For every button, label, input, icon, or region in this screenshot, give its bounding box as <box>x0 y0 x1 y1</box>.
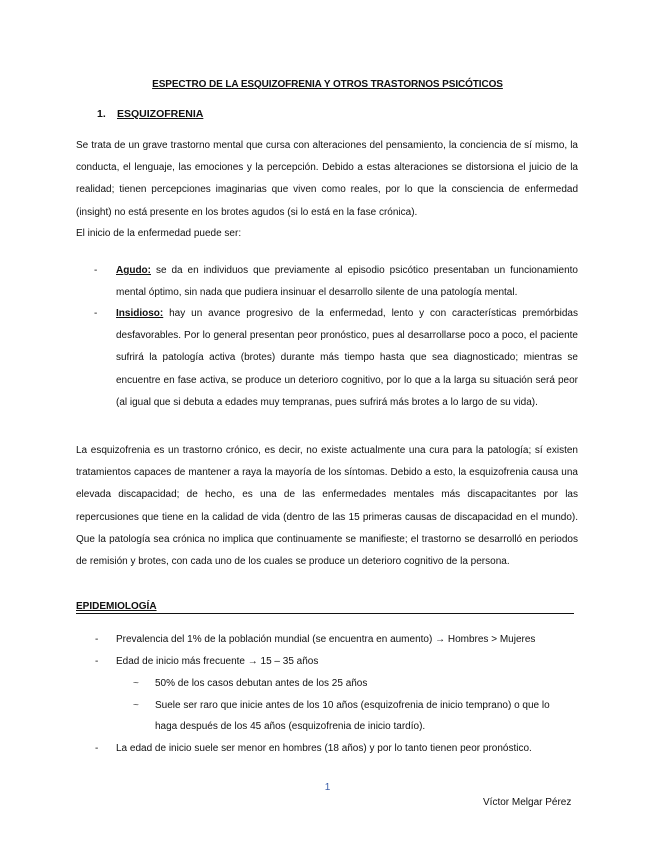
bullet-dash: - <box>94 265 98 276</box>
onset-text: se da en individuos que previamente al episodio psicótico presentaban un funcionamiento mental óptimo, sin nada que pudiera insinuar el desarrollo silente de una patología mental. <box>116 265 578 299</box>
epidemiology-heading <box>76 601 574 614</box>
section-heading <box>97 108 203 120</box>
bullet-dash: - <box>95 743 99 754</box>
bullet-dash: - <box>95 656 99 667</box>
chronic-paragraph: La esquizofrenia es un trastorno crónico, es decir, no existe actualmente una cura para la patología; sí existen tratamientos capaces de mantener a raya la mayoría de los síntomas. Debido a esto, la esquizofrenia causa una elevada discapacidad; de hecho, es una de las enfermedades mentales más discapacitantes por las repercusiones que tiene en la calidad de vida (dentro de las 15 primeras causas de discapacidad en el mundo). Que la patología sea crónica no implica que continuamente se manifieste; el trastorno se desarrolló en periodos de remisión y brotes, con cada uno de los cuales se produce un deterioro cognitivo de la persona. <box>76 445 578 568</box>
bullet-dash: - <box>94 308 98 319</box>
onset-text: hay un avance progresivo de la enfermedad, lento y con características premórbidas desfavorables. Por lo general presentan peor pronóstico, pues al desarrollarse poco a poco, el paciente sufrirá la patología activa (brotes) durante más tiempo hasta que sea diagnosticado; mientras se encuentre en fase activa, se produce un deterioro cognitivo, por lo que a la larga su situación será peor (al igual que si debuta a edades muy tempranas, pues sufrirá más brotes a lo largo de su vida). <box>116 308 578 408</box>
section-number: 1. <box>97 108 106 120</box>
onset-intro: El inicio de la enfermedad puede ser: <box>76 228 242 239</box>
section-label: ESQUIZOFRENIA <box>117 108 204 120</box>
epi-men: La edad de inicio suele ser menor en hombres (18 años) y por lo tanto tienen peor pronóstico. <box>116 743 532 754</box>
page-number: 1 <box>324 782 331 793</box>
sub-bullet-tilde: ~ <box>133 678 139 689</box>
epi-onset-age: Edad de inicio más frecuente → 15 – 35 años <box>116 656 319 667</box>
onset-item-acute <box>76 260 578 304</box>
onset-item-insidious <box>76 303 578 414</box>
epi-sub-2-line2: haga después de los 45 años (esquizofrenia de inicio tardío). <box>155 721 426 732</box>
epi-sub-1: 50% de los casos debutan antes de los 25 años <box>155 678 368 689</box>
epi-sub-2-line1: Suele ser raro que inicie antes de los 10 años (esquizofrenia de inicio temprano) o que lo <box>155 700 550 711</box>
bullet-dash: - <box>95 634 99 645</box>
onset-term: Agudo: <box>116 265 151 276</box>
epi-prevalence: Prevalencia del 1% de la población mundial (se encuentra en aumento) → Hombres > Mujeres <box>116 634 536 645</box>
onset-term: Insidioso: <box>116 308 164 319</box>
epidemiology-title: EPIDEMIOLOGÍA <box>76 601 157 612</box>
author-name: Víctor Melgar Pérez <box>483 797 572 808</box>
intro-paragraph: Se trata de un grave trastorno mental que cursa con alteraciones del pensamiento, la conciencia de sí mismo, la conducta, el lenguaje, las emociones y la percepción. Debido a estas alteraciones se distorsiona el juicio de la realidad; tienen percepciones imaginarias que viven como reales, por lo que la consciencia de enfermedad (insight) no está presente en los brotes agudos (si lo está en la fase crónica). <box>76 140 578 218</box>
sub-bullet-tilde: ~ <box>133 700 139 711</box>
document-title: ESPECTRO DE LA ESQUIZOFRENIA Y OTROS TRASTORNOS PSICÓTICOS <box>152 79 503 90</box>
